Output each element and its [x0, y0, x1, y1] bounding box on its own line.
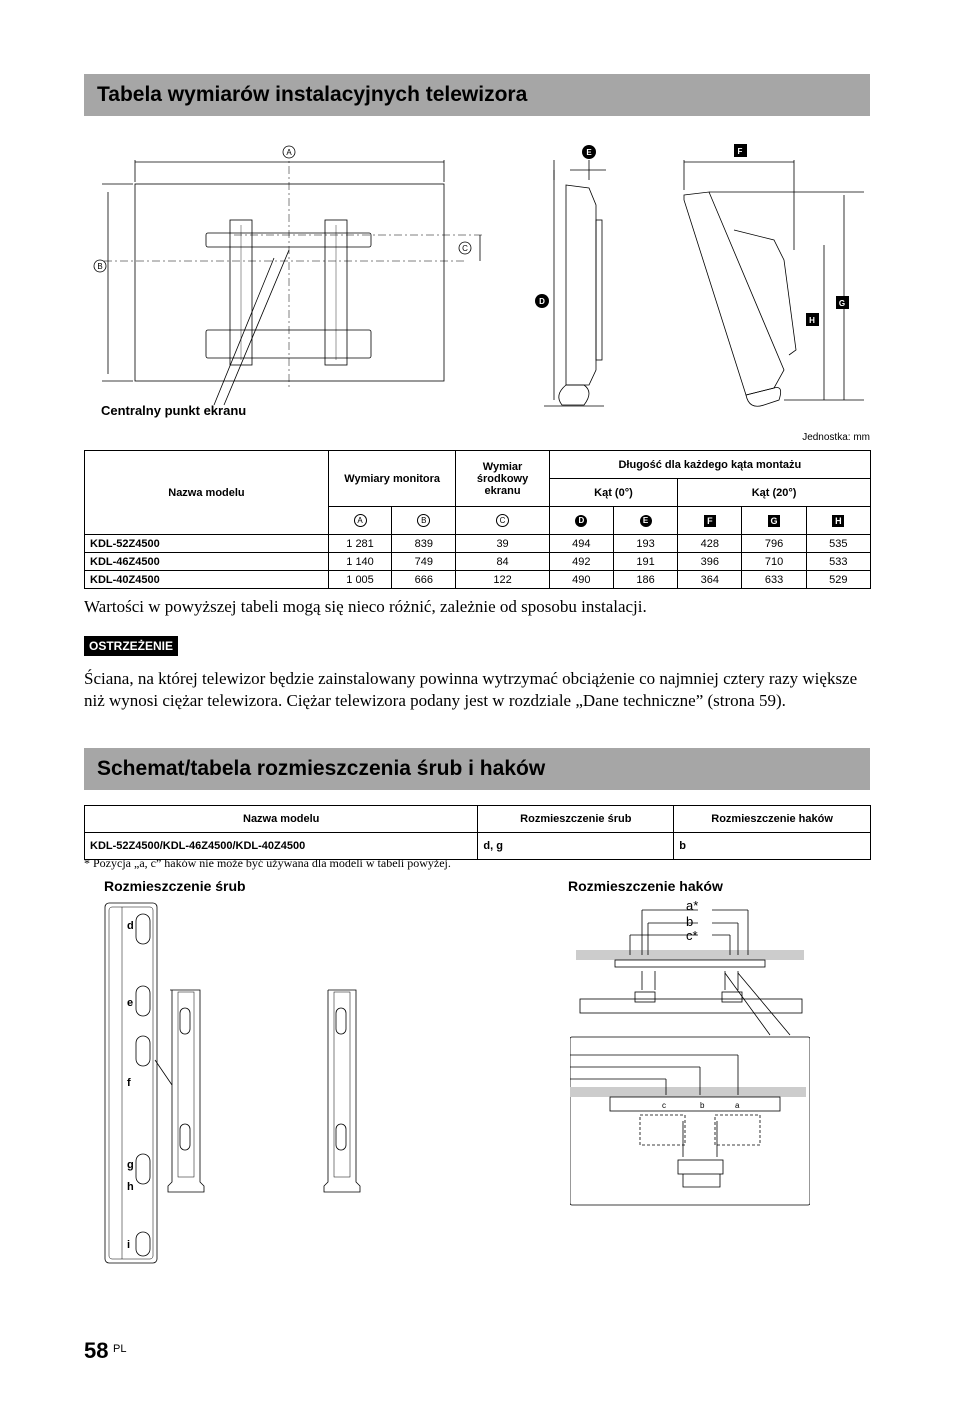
hook-slot-c: c [662, 1101, 666, 1110]
cell-e: 191 [613, 553, 677, 571]
cell-model: KDL-46Z4500 [85, 553, 329, 571]
header-angle-20: Kąt (20°) [678, 479, 871, 507]
header-length: Długość dla każdego kąta montażu [549, 451, 870, 479]
col-label-e: E [640, 515, 652, 527]
label-e: E [586, 148, 592, 157]
note-text: Wartości w powyższej tabeli mogą się nieco różnić, zależnie od sposobu instalacji. [84, 597, 647, 616]
hook-slot-b: b [700, 1101, 705, 1110]
cell-d: 494 [549, 535, 613, 553]
cell-h: 529 [806, 571, 870, 589]
screw-letter-d: d [127, 920, 134, 932]
label-c: C [462, 244, 468, 253]
center-point-label: Centralny punkt ekranu [101, 403, 247, 418]
unit-note: Jednostka: mm [802, 432, 870, 443]
label-h: H [809, 316, 815, 325]
section-title-screws: Schemat/tabela rozmieszczenia śrub i haków [84, 748, 870, 790]
label-a: A [286, 148, 292, 157]
table-row [85, 553, 871, 571]
screws-diagram-title: Rozmieszczenie śrub [104, 878, 246, 894]
cell-a: 1 281 [328, 535, 391, 553]
col-label-c: C [496, 514, 509, 527]
hook-label-c: c* [686, 928, 698, 943]
cell-c: 84 [456, 553, 549, 571]
hooks-diagram-title: Rozmieszczenie haków [568, 878, 723, 894]
cell-b: 839 [392, 535, 456, 553]
cell-g: 710 [742, 553, 806, 571]
cell-a: 1 005 [328, 571, 391, 589]
screw-letter-i: i [127, 1239, 131, 1251]
cell-g: 633 [742, 571, 806, 589]
col-label-h: H [832, 515, 844, 527]
screws-hooks-table [84, 805, 871, 860]
label-f: F [737, 147, 743, 156]
cell-screws: d, g [478, 833, 674, 860]
warning-badge: OSTRZEŻENIE [84, 636, 178, 656]
col-label-d: D [575, 515, 587, 527]
hook-label-b: b [686, 914, 694, 929]
dimensions-table [84, 450, 871, 589]
warning-text: Ściana, na której telewizor będzie zainstalowany powinna wytrzymać obciążenie co najmniej cztery razy większe niż wynosi ciężar telewizora. Ciężar telewizora podany jest w rozdziale „Dane techniczne” (strona 59). [84, 669, 858, 710]
cell-f: 396 [678, 553, 742, 571]
header-hooks: Rozmieszczenie haków [674, 806, 871, 833]
screw-layout-diagram [100, 900, 370, 1270]
label-g: G [838, 299, 846, 308]
page-lang: PL [113, 1343, 127, 1355]
screw-letter-e: e [127, 997, 134, 1009]
hook-label-a: a* [686, 898, 699, 913]
col-label-b: B [417, 514, 430, 527]
col-label-a: A [354, 514, 367, 527]
section-title-dimensions: Tabela wymiarów instalacyjnych telewizora [84, 74, 870, 116]
dimension-diagram [84, 130, 870, 430]
col-label-f: F [704, 515, 716, 527]
screw-letter-h: h [127, 1181, 134, 1193]
label-d: D [539, 297, 545, 306]
header-model: Nazwa modelu [85, 806, 478, 833]
header-monitor: Wymiary monitora [328, 451, 455, 507]
screw-letter-g: g [127, 1159, 134, 1171]
header-model: Nazwa modelu [85, 451, 329, 535]
col-label-g: G [768, 515, 780, 527]
label-b: B [97, 262, 103, 271]
cell-h: 535 [806, 535, 870, 553]
screw-letter-f: f [127, 1077, 131, 1089]
cell-a: 1 140 [328, 553, 391, 571]
cell-b: 666 [392, 571, 456, 589]
cell-h: 533 [806, 553, 870, 571]
cell-g: 796 [742, 535, 806, 553]
cell-d: 492 [549, 553, 613, 571]
cell-d: 490 [549, 571, 613, 589]
hook-layout-diagram [570, 895, 810, 1210]
cell-hooks: b [674, 833, 871, 860]
cell-e: 186 [613, 571, 677, 589]
cell-b: 749 [392, 553, 456, 571]
cell-e: 193 [613, 535, 677, 553]
cell-c: 39 [456, 535, 549, 553]
footnote: * Pozycja „a, c” haków nie może być używana dla modeli w tabeli powyżej. [84, 856, 451, 870]
cell-c: 122 [456, 571, 549, 589]
cell-model: KDL-52Z4500/KDL-46Z4500/KDL-40Z4500 [85, 833, 478, 860]
hook-slot-a: a [735, 1101, 740, 1110]
tv-front-outline [135, 184, 444, 381]
page-number: 58 [84, 1338, 109, 1363]
cell-model: KDL-40Z4500 [85, 571, 329, 589]
header-angle-0: Kąt (0°) [549, 479, 677, 507]
cell-model: KDL-52Z4500 [85, 535, 329, 553]
table-row [85, 571, 871, 589]
table-row [85, 535, 871, 553]
cell-f: 364 [678, 571, 742, 589]
header-center: Wymiar środkowy ekranu [456, 451, 549, 507]
cell-f: 428 [678, 535, 742, 553]
header-screws: Rozmieszczenie śrub [478, 806, 674, 833]
